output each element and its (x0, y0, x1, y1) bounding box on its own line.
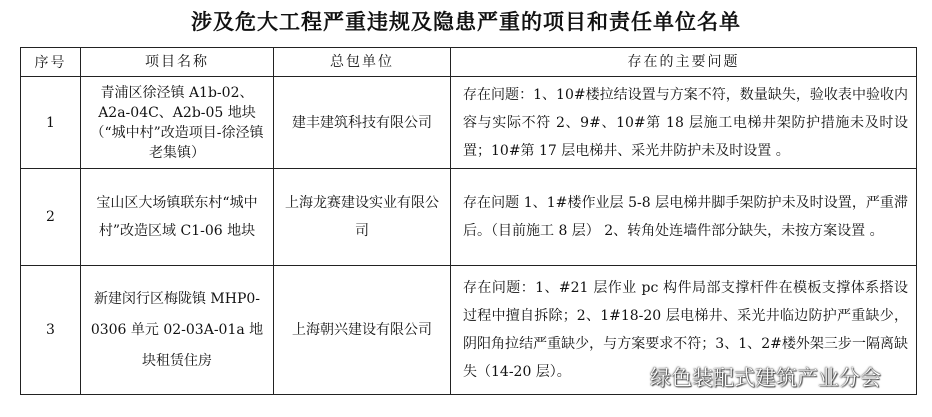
row-no: 1 (21, 77, 81, 169)
header-unit: 总包单位 (274, 48, 451, 77)
row-project-name: 宝山区大场镇联东村“城中村”改造区域 C1-06 地块 (96, 195, 258, 239)
wechat-icon (618, 365, 644, 389)
header-issue: 存在的主要问题 (451, 48, 917, 77)
row-contractor: 建丰建筑科技有限公司 (274, 77, 451, 169)
row-contractor: 上海朝兴建设有限公司 (274, 266, 451, 395)
watermark (618, 362, 881, 392)
project-table (20, 47, 917, 395)
table-header-row (21, 48, 917, 77)
row-issue: 存在问题：1、10#楼拉结设置与方案不符，数量缺失，验收表中验收内容与实际不符 2、9#、10#第 18 层施工电梯井架防护措施未及时设置；10#第 17 层电梯井、采光井防护未及时设置 。 (463, 86, 908, 159)
header-no: 序号 (21, 48, 81, 77)
table-row (21, 169, 917, 266)
row-issue: 存在问题：1、#21 层作业 pc 构件局部支撑杆件在模板支撑体系搭设过程中擅自拆除；2、1#18-20 层电梯井、采光井临边防护严重缺少，阴阳角拉结严重缺少，与方案要求不符；3、1、2#楼外架三步一隔离缺失（14-20 层）。 (463, 280, 908, 380)
row-project-name: 青浦区徐泾镇 A1b-02、A2a-04C、A2b-05 地块（“城中村”改造项目-徐泾镇老集镇） (90, 84, 264, 161)
row-project-name: 新建闵行区梅陇镇 MHP0-0306 单元 02-03A-01a 地块租赁住房 (90, 290, 264, 369)
header-name: 项目名称 (81, 48, 274, 77)
table-row (21, 77, 917, 169)
row-issue: 存在问题 1、1#楼作业层 5-8 层电梯井脚手架防护未及时设置，严重滞后。（目前施工 8 层） 2、转角处连墙件部分缺失，未按方案设置 。 (463, 195, 908, 239)
row-contractor: 上海龙赛建设实业有限公司 (285, 195, 439, 239)
watermark-text: 绿色装配式建筑产业分会 (650, 366, 881, 390)
row-no: 2 (21, 169, 81, 266)
row-no: 3 (21, 266, 81, 395)
document-title: 涉及危大工程严重违规及隐患严重的项目和责任单位名单 (191, 10, 741, 34)
